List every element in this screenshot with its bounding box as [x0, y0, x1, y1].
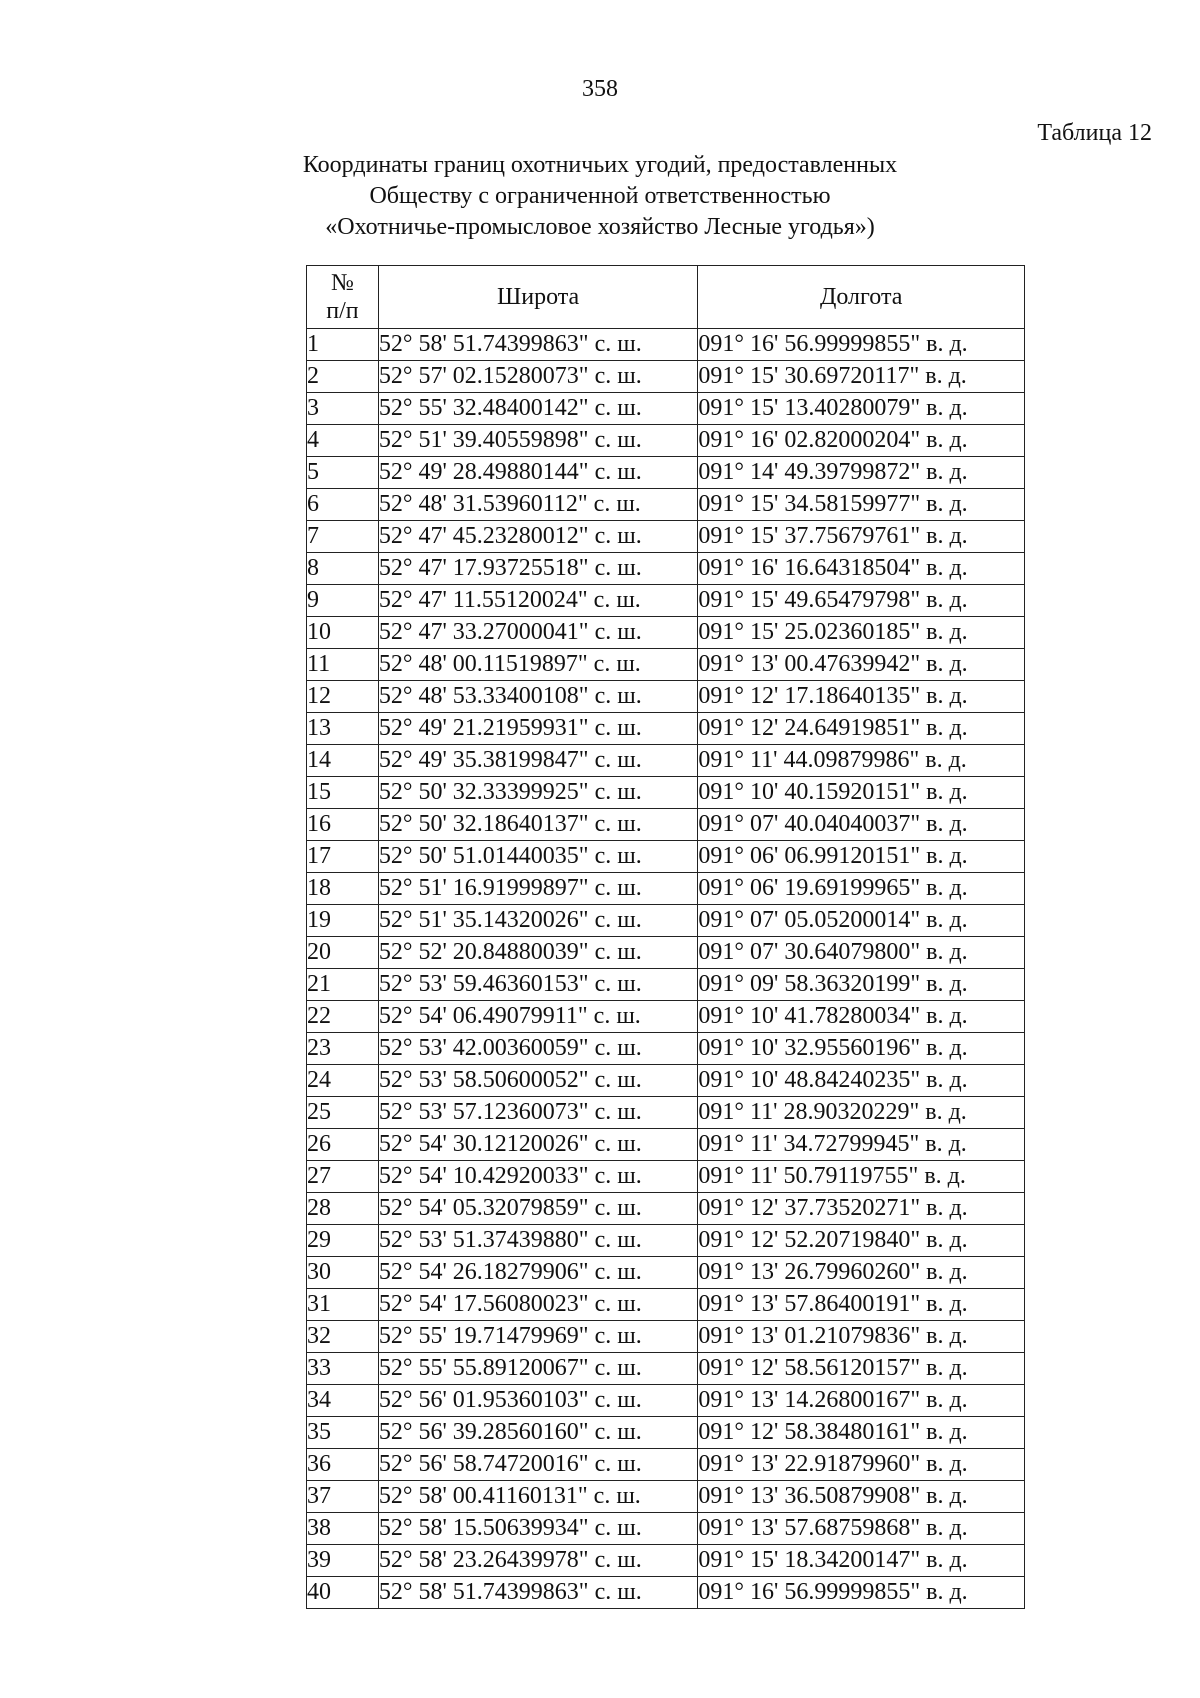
longitude-cell: 091° 12' 17.18640135" в. д. [698, 681, 1025, 713]
longitude-cell: 091° 12' 37.73520271" в. д. [698, 1193, 1025, 1225]
longitude-cell: 091° 14' 49.39799872" в. д. [698, 457, 1025, 489]
longitude-cell: 091° 06' 06.99120151" в. д. [698, 841, 1025, 873]
table-row [307, 521, 1025, 553]
latitude-cell: 52° 58' 00.41160131" с. ш. [378, 1481, 698, 1513]
longitude-cell: 091° 15' 37.75679761" в. д. [698, 521, 1025, 553]
table-row [307, 1161, 1025, 1193]
table-row [307, 617, 1025, 649]
row-number-cell: 1 [307, 329, 379, 361]
table-row [307, 1289, 1025, 1321]
table-row [307, 1001, 1025, 1033]
latitude-cell: 52° 48' 00.11519897" с. ш. [378, 649, 698, 681]
latitude-cell: 52° 51' 16.91999897" с. ш. [378, 873, 698, 905]
latitude-cell: 52° 47' 17.93725518" с. ш. [378, 553, 698, 585]
latitude-cell: 52° 55' 55.89120067" с. ш. [378, 1353, 698, 1385]
row-number-cell: 15 [307, 777, 379, 809]
longitude-cell: 091° 13' 22.91879960" в. д. [698, 1449, 1025, 1481]
row-number-cell: 21 [307, 969, 379, 1001]
latitude-cell: 52° 54' 06.49079911" с. ш. [378, 1001, 698, 1033]
header-number: № п/п [307, 266, 379, 329]
row-number-cell: 31 [307, 1289, 379, 1321]
latitude-cell: 52° 50' 51.01440035" с. ш. [378, 841, 698, 873]
table-label: Таблица 12 [1037, 120, 1152, 146]
longitude-cell: 091° 07' 30.64079800" в. д. [698, 937, 1025, 969]
table-row [307, 329, 1025, 361]
table-row [307, 1545, 1025, 1577]
latitude-cell: 52° 54' 26.18279906" с. ш. [378, 1257, 698, 1289]
longitude-cell: 091° 13' 14.26800167" в. д. [698, 1385, 1025, 1417]
row-number-cell: 28 [307, 1193, 379, 1225]
row-number-cell: 23 [307, 1033, 379, 1065]
table-row [307, 1449, 1025, 1481]
table-row [307, 1481, 1025, 1513]
table-body [307, 329, 1025, 1609]
longitude-cell: 091° 15' 25.02360185" в. д. [698, 617, 1025, 649]
row-number-cell: 17 [307, 841, 379, 873]
table-row [307, 649, 1025, 681]
row-number-cell: 7 [307, 521, 379, 553]
latitude-cell: 52° 57' 02.15280073" с. ш. [378, 361, 698, 393]
row-number-cell: 14 [307, 745, 379, 777]
longitude-cell: 091° 13' 57.86400191" в. д. [698, 1289, 1025, 1321]
row-number-cell: 18 [307, 873, 379, 905]
row-number-cell: 24 [307, 1065, 379, 1097]
longitude-cell: 091° 15' 30.69720117" в. д. [698, 361, 1025, 393]
table-row [307, 425, 1025, 457]
table-header-row [307, 266, 1025, 329]
table-row [307, 1417, 1025, 1449]
row-number-cell: 27 [307, 1161, 379, 1193]
longitude-cell: 091° 15' 13.40280079" в. д. [698, 393, 1025, 425]
table-row [307, 745, 1025, 777]
row-number-cell: 13 [307, 713, 379, 745]
latitude-cell: 52° 47' 45.23280012" с. ш. [378, 521, 698, 553]
longitude-cell: 091° 09' 58.36320199" в. д. [698, 969, 1025, 1001]
table-row [307, 809, 1025, 841]
row-number-cell: 22 [307, 1001, 379, 1033]
latitude-cell: 52° 49' 35.38199847" с. ш. [378, 745, 698, 777]
longitude-cell: 091° 13' 00.47639942" в. д. [698, 649, 1025, 681]
row-number-cell: 38 [307, 1513, 379, 1545]
latitude-cell: 52° 58' 51.74399863" с. ш. [378, 1577, 698, 1609]
page-number: 358 [582, 76, 618, 102]
row-number-cell: 35 [307, 1417, 379, 1449]
row-number-cell: 39 [307, 1545, 379, 1577]
longitude-cell: 091° 15' 34.58159977" в. д. [698, 489, 1025, 521]
table-row [307, 1097, 1025, 1129]
table-row [307, 1065, 1025, 1097]
longitude-cell: 091° 07' 05.05200014" в. д. [698, 905, 1025, 937]
longitude-cell: 091° 13' 01.21079836" в. д. [698, 1321, 1025, 1353]
table-row [307, 393, 1025, 425]
table-row [307, 1193, 1025, 1225]
longitude-cell: 091° 13' 26.79960260" в. д. [698, 1257, 1025, 1289]
table-row [307, 969, 1025, 1001]
title-line: «Охотничье-промысловое хозяйство Лесные угодья») [325, 214, 875, 240]
table-row [307, 905, 1025, 937]
longitude-cell: 091° 16' 02.82000204" в. д. [698, 425, 1025, 457]
latitude-cell: 52° 53' 59.46360153" с. ш. [378, 969, 698, 1001]
header-longitude: Долгота [698, 266, 1025, 329]
table-row [307, 585, 1025, 617]
row-number-cell: 36 [307, 1449, 379, 1481]
longitude-cell: 091° 10' 40.15920151" в. д. [698, 777, 1025, 809]
row-number-cell: 34 [307, 1385, 379, 1417]
latitude-cell: 52° 49' 28.49880144" с. ш. [378, 457, 698, 489]
longitude-cell: 091° 16' 56.99999855" в. д. [698, 1577, 1025, 1609]
table-row [307, 1577, 1025, 1609]
longitude-cell: 091° 15' 49.65479798" в. д. [698, 585, 1025, 617]
latitude-cell: 52° 54' 05.32079859" с. ш. [378, 1193, 698, 1225]
table-row [307, 457, 1025, 489]
longitude-cell: 091° 10' 32.95560196" в. д. [698, 1033, 1025, 1065]
longitude-cell: 091° 12' 24.64919851" в. д. [698, 713, 1025, 745]
row-number-cell: 26 [307, 1129, 379, 1161]
title-line: Обществу с ограниченной ответственностью [369, 183, 831, 209]
row-number-cell: 19 [307, 905, 379, 937]
table-row [307, 937, 1025, 969]
longitude-cell: 091° 16' 56.99999855" в. д. [698, 329, 1025, 361]
latitude-cell: 52° 50' 32.33399925" с. ш. [378, 777, 698, 809]
row-number-cell: 20 [307, 937, 379, 969]
row-number-cell: 12 [307, 681, 379, 713]
latitude-cell: 52° 55' 19.71479969" с. ш. [378, 1321, 698, 1353]
longitude-cell: 091° 11' 44.09879986" в. д. [698, 745, 1025, 777]
title-line: Координаты границ охотничьих угодий, предоставленных [302, 152, 898, 178]
row-number-cell: 3 [307, 393, 379, 425]
table-row [307, 1513, 1025, 1545]
longitude-cell: 091° 12' 52.20719840" в. д. [698, 1225, 1025, 1257]
table-row [307, 1225, 1025, 1257]
row-number-cell: 37 [307, 1481, 379, 1513]
latitude-cell: 52° 58' 15.50639934" с. ш. [378, 1513, 698, 1545]
table-row [307, 1385, 1025, 1417]
header-latitude: Широта [378, 266, 698, 329]
table-row [307, 361, 1025, 393]
latitude-cell: 52° 53' 57.12360073" с. ш. [378, 1097, 698, 1129]
row-number-cell: 8 [307, 553, 379, 585]
latitude-cell: 52° 47' 11.55120024" с. ш. [378, 585, 698, 617]
latitude-cell: 52° 53' 42.00360059" с. ш. [378, 1033, 698, 1065]
table-row [307, 777, 1025, 809]
latitude-cell: 52° 48' 53.33400108" с. ш. [378, 681, 698, 713]
table-row [307, 681, 1025, 713]
latitude-cell: 52° 50' 32.18640137" с. ш. [378, 809, 698, 841]
latitude-cell: 52° 51' 39.40559898" с. ш. [378, 425, 698, 457]
table-row [307, 713, 1025, 745]
latitude-cell: 52° 49' 21.21959931" с. ш. [378, 713, 698, 745]
table-row [307, 489, 1025, 521]
row-number-cell: 29 [307, 1225, 379, 1257]
row-number-cell: 32 [307, 1321, 379, 1353]
row-number-cell: 11 [307, 649, 379, 681]
longitude-cell: 091° 13' 57.68759868" в. д. [698, 1513, 1025, 1545]
longitude-cell: 091° 12' 58.38480161" в. д. [698, 1417, 1025, 1449]
longitude-cell: 091° 10' 41.78280034" в. д. [698, 1001, 1025, 1033]
latitude-cell: 52° 54' 17.56080023" с. ш. [378, 1289, 698, 1321]
longitude-cell: 091° 13' 36.50879908" в. д. [698, 1481, 1025, 1513]
table-row [307, 1353, 1025, 1385]
latitude-cell: 52° 56' 58.74720016" с. ш. [378, 1449, 698, 1481]
latitude-cell: 52° 58' 51.74399863" с. ш. [378, 329, 698, 361]
row-number-cell: 9 [307, 585, 379, 617]
row-number-cell: 4 [307, 425, 379, 457]
row-number-cell: 16 [307, 809, 379, 841]
latitude-cell: 52° 58' 23.26439978" с. ш. [378, 1545, 698, 1577]
row-number-cell: 25 [307, 1097, 379, 1129]
latitude-cell: 52° 55' 32.48400142" с. ш. [378, 393, 698, 425]
coordinates-table [306, 265, 1025, 1609]
row-number-cell: 6 [307, 489, 379, 521]
latitude-cell: 52° 48' 31.53960112" с. ш. [378, 489, 698, 521]
latitude-cell: 52° 53' 51.37439880" с. ш. [378, 1225, 698, 1257]
latitude-cell: 52° 54' 10.42920033" с. ш. [378, 1161, 698, 1193]
table-row [307, 1257, 1025, 1289]
longitude-cell: 091° 16' 16.64318504" в. д. [698, 553, 1025, 585]
table-row [307, 1033, 1025, 1065]
table-row [307, 1129, 1025, 1161]
table-row [307, 841, 1025, 873]
latitude-cell: 52° 53' 58.50600052" с. ш. [378, 1065, 698, 1097]
longitude-cell: 091° 11' 28.90320229" в. д. [698, 1097, 1025, 1129]
longitude-cell: 091° 10' 48.84240235" в. д. [698, 1065, 1025, 1097]
longitude-cell: 091° 06' 19.69199965" в. д. [698, 873, 1025, 905]
latitude-cell: 52° 52' 20.84880039" с. ш. [378, 937, 698, 969]
table-row [307, 1321, 1025, 1353]
longitude-cell: 091° 11' 50.79119755" в. д. [698, 1161, 1025, 1193]
longitude-cell: 091° 11' 34.72799945" в. д. [698, 1129, 1025, 1161]
latitude-cell: 52° 54' 30.12120026" с. ш. [378, 1129, 698, 1161]
latitude-cell: 52° 56' 39.28560160" с. ш. [378, 1417, 698, 1449]
row-number-cell: 2 [307, 361, 379, 393]
row-number-cell: 10 [307, 617, 379, 649]
document-title [0, 150, 1200, 243]
table-row [307, 553, 1025, 585]
longitude-cell: 091° 07' 40.04040037" в. д. [698, 809, 1025, 841]
row-number-cell: 5 [307, 457, 379, 489]
longitude-cell: 091° 15' 18.34200147" в. д. [698, 1545, 1025, 1577]
longitude-cell: 091° 12' 58.56120157" в. д. [698, 1353, 1025, 1385]
row-number-cell: 33 [307, 1353, 379, 1385]
latitude-cell: 52° 56' 01.95360103" с. ш. [378, 1385, 698, 1417]
row-number-cell: 40 [307, 1577, 379, 1609]
latitude-cell: 52° 47' 33.27000041" с. ш. [378, 617, 698, 649]
row-number-cell: 30 [307, 1257, 379, 1289]
table-row [307, 873, 1025, 905]
latitude-cell: 52° 51' 35.14320026" с. ш. [378, 905, 698, 937]
